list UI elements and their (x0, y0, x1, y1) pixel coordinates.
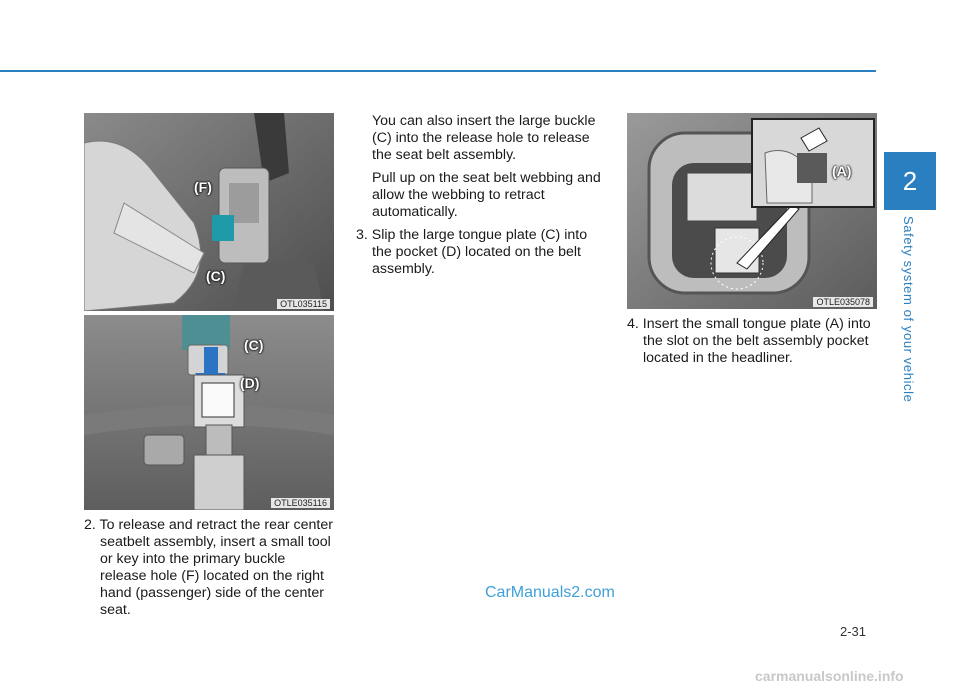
headliner-pocket-illustration (627, 113, 877, 309)
figure-code: OTL035115 (277, 299, 330, 309)
footer-site-watermark: carmanualsonline.info (755, 668, 904, 684)
step-2-text: 2. To release and retract the rear center seatbelt assembly, insert a small tool or key into the primary buckle release hole (F) located on the right hand (passenger) side of the center seat. (84, 517, 333, 618)
tongue-pocket-illustration (84, 315, 334, 510)
column-middle-text (356, 113, 606, 284)
chapter-title-vertical (896, 210, 924, 410)
figure-tongue-into-pocket (84, 315, 334, 510)
callout-a: (A) (832, 163, 852, 179)
callout-d: (D) (240, 375, 260, 391)
watermark-link[interactable]: CarManuals2.com (485, 584, 615, 601)
step-3-text: 3. Slip the large tongue plate (C) into the pocket (D) located on the belt assembly. (356, 227, 588, 277)
header-rule (0, 70, 876, 72)
paragraph-release-large-buckle: You can also insert the large buckle (C) into the release hole to release the seat belt assembly. (372, 113, 596, 163)
figure-headliner-pocket (627, 113, 877, 309)
column-left-text (84, 517, 334, 625)
figure-code: OTLE035116 (271, 498, 330, 508)
column-right-text (627, 316, 877, 373)
chapter-title: Safety system of your vehicle (901, 216, 916, 403)
callout-c: (C) (206, 268, 226, 284)
figure-buckle-release (84, 113, 334, 311)
callout-f: (F) (194, 179, 212, 195)
chapter-number-tab: 2 (884, 152, 936, 210)
paragraph-pull-webbing: Pull up on the seat belt webbing and allow the webbing to retract automatically. (372, 170, 601, 220)
figure-code: OTLE035078 (813, 297, 873, 307)
callout-c: (C) (244, 337, 264, 353)
step-4-text: 4. Insert the small tongue plate (A) into the slot on the belt assembly pocket located in the headliner. (627, 316, 871, 366)
page-number: 2-31 (840, 624, 867, 639)
